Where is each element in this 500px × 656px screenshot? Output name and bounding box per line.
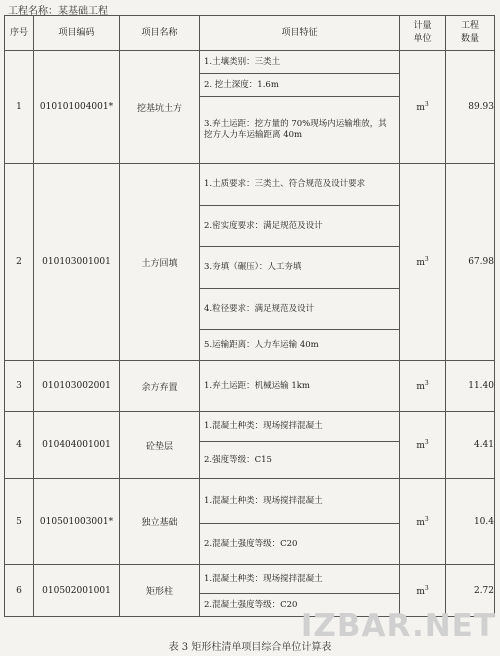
row-qty: 67.98: [446, 164, 495, 361]
feature-item: 2.混凝土强度等级：C20: [200, 523, 399, 564]
row-code: 010501003001*: [34, 479, 120, 565]
row-features: [200, 51, 400, 164]
row-qty: 2.72: [446, 565, 495, 617]
header-feature: 项目特征: [200, 16, 400, 51]
feature-item: 2.混凝土强度等级：C20: [200, 593, 399, 616]
row-unit: [400, 361, 446, 412]
unit-exponent: 3: [424, 439, 429, 446]
row-unit: [400, 479, 446, 565]
header-qty: 工程数量: [446, 16, 495, 51]
feature-item: 2. 挖土深度：1.6m: [200, 73, 399, 96]
header-unit: 计量单位: [400, 16, 446, 51]
table-row: [5, 479, 495, 565]
feature-item: 2.密实度要求：满足规范及设计: [200, 205, 399, 246]
table-caption: 表 3 矩形柱清单项目综合单位计算表: [168, 642, 332, 653]
header-name: 项目名称: [120, 16, 200, 51]
row-name: 土方回填: [120, 164, 200, 361]
header-no: 序号: [5, 16, 34, 51]
row-qty: 10.4: [446, 479, 495, 565]
row-no: 6: [5, 565, 34, 617]
table-header-row: [5, 16, 495, 51]
row-code: 010502001001: [34, 565, 120, 617]
unit-exponent: 3: [424, 584, 429, 592]
unit-base: m: [416, 382, 425, 392]
unit-base: m: [416, 586, 425, 597]
unit-exponent: 3: [424, 256, 429, 263]
row-no: 4: [5, 412, 34, 479]
unit-exponent: 3: [424, 380, 429, 387]
unit-base: m: [416, 103, 425, 113]
feature-item: 3.夯填（碾压）：人工夯填: [200, 246, 399, 288]
row-features: [200, 479, 400, 565]
row-features: [200, 361, 400, 412]
row-no: 5: [5, 479, 34, 565]
row-no: 3: [5, 361, 34, 412]
table-row: [5, 412, 495, 479]
feature-item: 1.混凝土种类：现场搅拌混凝土: [204, 573, 323, 584]
unit-base: m: [416, 258, 425, 268]
row-unit: [400, 164, 446, 361]
header-code: 项目编码: [34, 16, 120, 51]
feature-item: 3.弃土运距：挖方量的 70%现场内运输堆放，其挖方人力车运输距离 40m: [200, 96, 399, 163]
row-unit: [400, 51, 446, 164]
feature-item: 1.混凝土种类：现场搅拌混凝土: [204, 495, 323, 506]
bill-of-quantities-table: [4, 15, 495, 617]
row-code: 010103002001: [34, 361, 120, 412]
row-qty: 4.41: [446, 412, 495, 479]
row-code: 010404001001: [34, 412, 120, 479]
table-row: [5, 361, 495, 412]
feature-item: 1.土质要求：三类土、符合规范及设计要求: [204, 179, 366, 189]
row-features: [200, 412, 400, 479]
row-no: 1: [5, 51, 34, 164]
table-row: [5, 51, 495, 164]
row-unit: [400, 412, 446, 479]
unit-base: m: [416, 517, 425, 528]
feature-item: 2.强度等级：C15: [200, 441, 399, 478]
row-code: 010101004001*: [34, 51, 120, 164]
unit-base: m: [416, 441, 425, 451]
row-name: 砼垫层: [120, 412, 200, 479]
unit-exponent: 3: [424, 101, 429, 108]
row-features: [200, 164, 400, 361]
row-code: 010103001001: [34, 164, 120, 361]
unit-exponent: 3: [424, 515, 429, 523]
feature-item: 1.混凝土种类：现场搅拌混凝土: [204, 421, 323, 431]
table-row: [5, 164, 495, 361]
row-qty: 89.93: [446, 51, 495, 164]
feature-item: 5.运输距离：人力车运输 40m: [200, 329, 399, 360]
row-name: 余方弃置: [120, 361, 200, 412]
feature-item: 1.土壤类别：三类土: [204, 56, 281, 67]
feature-item: 4.粒径要求：满足规范及设计: [200, 288, 399, 329]
watermark: IZBAR.NET: [300, 608, 496, 644]
row-qty: 11.40: [446, 361, 495, 412]
row-name: 矩形柱: [120, 565, 200, 617]
project-name: 工程名称：某基础工程: [8, 6, 108, 17]
feature-item: 1.弃土运距：机械运输 1km: [204, 380, 310, 391]
row-name: 挖基坑土方: [120, 51, 200, 164]
row-no: 2: [5, 164, 34, 361]
row-name: 独立基础: [120, 479, 200, 565]
